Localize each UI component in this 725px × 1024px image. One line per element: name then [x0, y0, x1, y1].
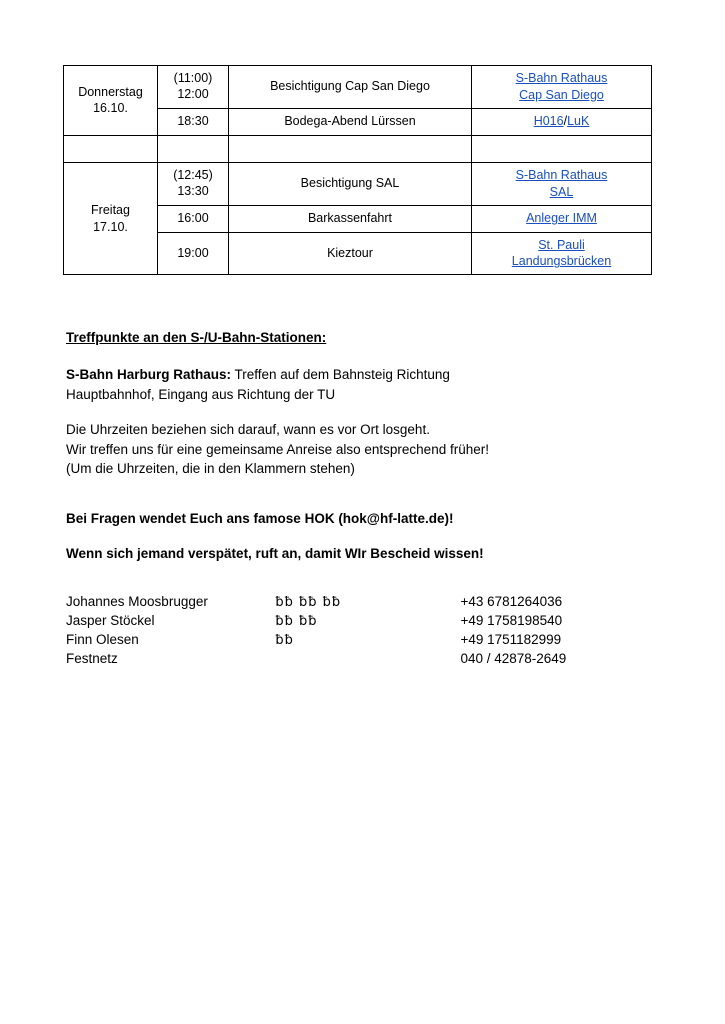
contact-name: Finn Olesen — [66, 632, 139, 647]
contact-name: Johannes Moosbrugger — [66, 594, 208, 609]
time-cell — [158, 108, 229, 135]
section-heading-meeting-points: Treffpunkte an den S-/U-Bahn-Stationen: — [66, 330, 327, 345]
contact-name: Jasper Stöckel — [66, 613, 155, 628]
time-cell — [158, 162, 229, 205]
event-title: Besichtigung SAL — [300, 175, 400, 190]
time-cell — [158, 232, 229, 275]
event-title: Kieztour — [327, 245, 373, 260]
timing-note-line2: Wir treffen uns für eine gemeinsame Anreise also entsprechend früher! — [66, 441, 489, 457]
spacer-cell — [64, 135, 158, 162]
time-cell — [158, 66, 229, 109]
day-name: Donnerstag — [78, 84, 143, 99]
time-start: 13:30 — [177, 183, 209, 198]
timing-note — [66, 420, 666, 479]
contact-name: Festnetz — [66, 651, 118, 666]
contact-phone: +43 6781264036 — [460, 594, 563, 609]
schedule-table-container — [63, 65, 649, 275]
event-cell — [229, 205, 472, 232]
table-row — [64, 162, 652, 205]
meeting-point-cell — [472, 66, 652, 109]
spacer-cell — [229, 135, 472, 162]
meeting-point-link[interactable]: Landungsbrücken — [511, 254, 612, 269]
phone-icon: ƀƀ — [275, 633, 294, 648]
day-date: 16.10. — [93, 101, 128, 116]
event-cell — [229, 232, 472, 275]
time-preliminary: (12:45) — [173, 168, 213, 182]
spacer — [66, 495, 666, 509]
meeting-point-text-line1: Treffen auf dem Bahnsteig Richtung — [231, 367, 450, 383]
time-start: 12:00 — [177, 86, 209, 101]
event-cell — [229, 162, 472, 205]
document-body — [66, 328, 666, 579]
list-item — [66, 649, 626, 668]
meeting-point-text-line2: Hauptbahnhof, Eingang aus Richtung der TU — [66, 386, 336, 402]
phone-icon: ƀƀ ƀƀ ƀƀ — [275, 595, 342, 610]
meeting-point-link[interactable]: St. Pauli — [538, 237, 585, 252]
meeting-point-station-label: S-Bahn Harburg Rathaus: — [66, 367, 232, 383]
meeting-point-cell — [472, 232, 652, 275]
table-row — [64, 66, 652, 109]
day-date: 17.10. — [93, 219, 128, 234]
contact-phone: +49 1758198540 — [460, 613, 563, 628]
time-start: 19:00 — [177, 245, 209, 260]
meeting-point-link[interactable]: Anleger IMM — [526, 211, 597, 226]
contact-phone: +49 1751182999 — [460, 632, 562, 647]
hok-contact-line: Bei Fragen wendet Euch ans famose HOK (hok@hf-latte.de)! — [66, 510, 454, 526]
event-title: Bodega-Abend Lürssen — [284, 113, 416, 128]
meeting-point-link[interactable]: SAL — [549, 184, 574, 199]
time-cell — [158, 205, 229, 232]
event-title: Besichtigung Cap San Diego — [270, 79, 430, 94]
list-item — [66, 611, 626, 630]
meeting-point-cell — [472, 205, 652, 232]
list-item — [66, 630, 626, 649]
meeting-point-link[interactable]: H016 — [533, 114, 564, 129]
list-item — [66, 592, 626, 611]
day-cell-thursday — [64, 66, 158, 136]
meeting-point-link[interactable]: S-Bahn Rathaus — [515, 167, 608, 182]
day-cell-friday — [64, 162, 158, 275]
link-separator: / — [563, 114, 568, 129]
event-cell — [229, 108, 472, 135]
meeting-point-link[interactable]: Cap San Diego — [519, 87, 604, 102]
meeting-point-cell — [472, 108, 652, 135]
meeting-point-cell — [472, 162, 652, 205]
event-title: Barkassenfahrt — [307, 210, 393, 225]
schedule-table — [63, 65, 652, 275]
event-cell — [229, 66, 472, 109]
late-notice-line: Wenn sich jemand verspätet, ruft an, damit WIr Bescheid wissen! — [66, 546, 484, 562]
timing-note-line3: (Um die Uhrzeiten, die in den Klammern stehen) — [66, 461, 355, 477]
day-name: Freitag — [91, 202, 130, 217]
meeting-point-link[interactable]: LuK — [567, 114, 590, 129]
spacer-cell — [472, 135, 652, 162]
contact-list — [66, 592, 626, 668]
time-start: 16:00 — [177, 210, 209, 225]
contact-phone: 040 / 42878-2649 — [460, 651, 567, 666]
time-start: 18:30 — [177, 113, 209, 128]
phone-icon: ƀƀ ƀƀ — [275, 614, 318, 629]
spacer-cell — [158, 135, 229, 162]
time-preliminary: (11:00) — [173, 71, 213, 86]
meeting-point-link[interactable]: S-Bahn Rathaus — [515, 71, 608, 85]
timing-note-line1: Die Uhrzeiten beziehen sich darauf, wann es vor Ort losgeht. — [66, 422, 430, 438]
table-spacer-row — [64, 135, 652, 162]
meeting-point-description — [66, 365, 666, 404]
